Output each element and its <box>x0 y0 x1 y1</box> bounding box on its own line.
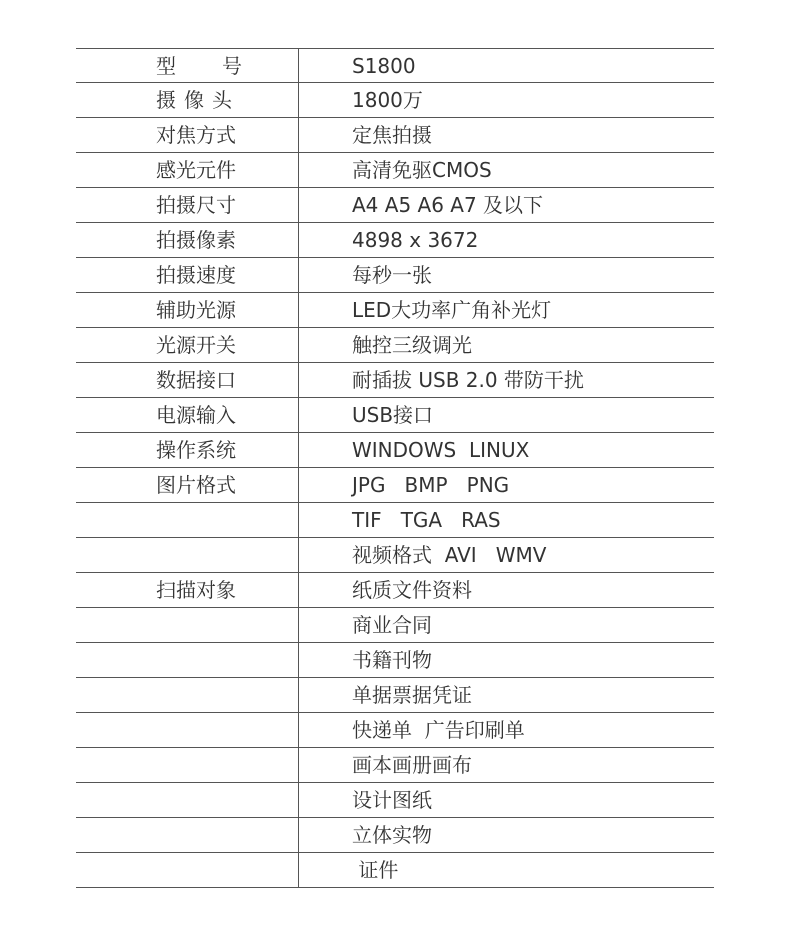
spec-label <box>76 678 299 712</box>
table-row <box>76 118 714 153</box>
spec-value: TIF TGA RAS <box>352 508 501 532</box>
spec-value: 4898 x 3672 <box>352 228 479 252</box>
table-row <box>76 258 714 293</box>
spec-label <box>76 853 299 887</box>
spec-value: 纸质文件资料 <box>352 578 472 602</box>
table-row <box>76 188 714 223</box>
spec-label: 感光元件 <box>76 153 299 187</box>
spec-label: 拍摄像素 <box>76 223 299 257</box>
spec-value: 证件 <box>352 858 399 882</box>
table-row <box>76 608 714 643</box>
spec-value: JPG BMP PNG <box>352 473 510 497</box>
spec-table <box>76 48 714 888</box>
table-row <box>76 49 714 83</box>
spec-label: 扫描对象 <box>76 573 299 607</box>
spec-label: 光源开关 <box>76 328 299 362</box>
spec-value: 单据票据凭证 <box>352 683 472 707</box>
spec-value: 定焦拍摄 <box>352 123 432 147</box>
spec-value: WINDOWS LINUX <box>352 438 530 462</box>
spec-value: A4 A5 A6 A7 及以下 <box>352 193 544 217</box>
spec-label: 辅助光源 <box>76 293 299 327</box>
spec-label <box>76 748 299 782</box>
spec-label <box>76 538 299 572</box>
spec-label <box>76 713 299 747</box>
table-row <box>76 853 714 888</box>
spec-value: 耐插拔 USB 2.0 带防干扰 <box>352 368 584 392</box>
table-row <box>76 573 714 608</box>
spec-label: 型号 <box>76 49 299 82</box>
spec-label: 对焦方式 <box>76 118 299 152</box>
spec-value: 画本画册画布 <box>352 753 472 777</box>
spec-value: 高清免驱CMOS <box>352 158 492 182</box>
table-row <box>76 398 714 433</box>
table-row <box>76 538 714 573</box>
spec-label <box>76 643 299 677</box>
spec-label: 电源输入 <box>76 398 299 432</box>
spec-value: 快递单 广告印刷单 <box>352 718 525 742</box>
spec-value: 设计图纸 <box>352 788 432 812</box>
spec-value: 商业合同 <box>352 613 432 637</box>
spec-label: 摄像头 <box>76 83 299 117</box>
spec-label: 数据接口 <box>76 363 299 397</box>
table-row <box>76 83 714 118</box>
spec-value: 视频格式 AVI WMV <box>352 543 547 567</box>
spec-label: 拍摄速度 <box>76 258 299 292</box>
table-row <box>76 678 714 713</box>
spec-label <box>76 783 299 817</box>
spec-value: 1800万 <box>352 88 423 112</box>
table-row <box>76 643 714 678</box>
spec-value: 立体实物 <box>352 823 432 847</box>
table-row <box>76 328 714 363</box>
spec-label <box>76 503 299 537</box>
spec-value: 书籍刊物 <box>352 648 432 672</box>
table-row <box>76 748 714 783</box>
spec-label: 拍摄尺寸 <box>76 188 299 222</box>
spec-value: S1800 <box>352 54 416 78</box>
table-row <box>76 293 714 328</box>
spec-value: 触控三级调光 <box>352 333 472 357</box>
table-row <box>76 468 714 503</box>
spec-label: 操作系统 <box>76 433 299 467</box>
table-row <box>76 503 714 538</box>
table-row <box>76 223 714 258</box>
table-row <box>76 363 714 398</box>
spec-value: USB接口 <box>352 403 434 427</box>
table-row <box>76 433 714 468</box>
spec-label: 图片格式 <box>76 468 299 502</box>
table-row <box>76 818 714 853</box>
spec-value: 每秒一张 <box>352 263 432 287</box>
table-row <box>76 713 714 748</box>
spec-label <box>76 818 299 852</box>
spec-value: LED大功率广角补光灯 <box>352 298 552 322</box>
table-row <box>76 783 714 818</box>
table-row <box>76 153 714 188</box>
spec-label <box>76 608 299 642</box>
